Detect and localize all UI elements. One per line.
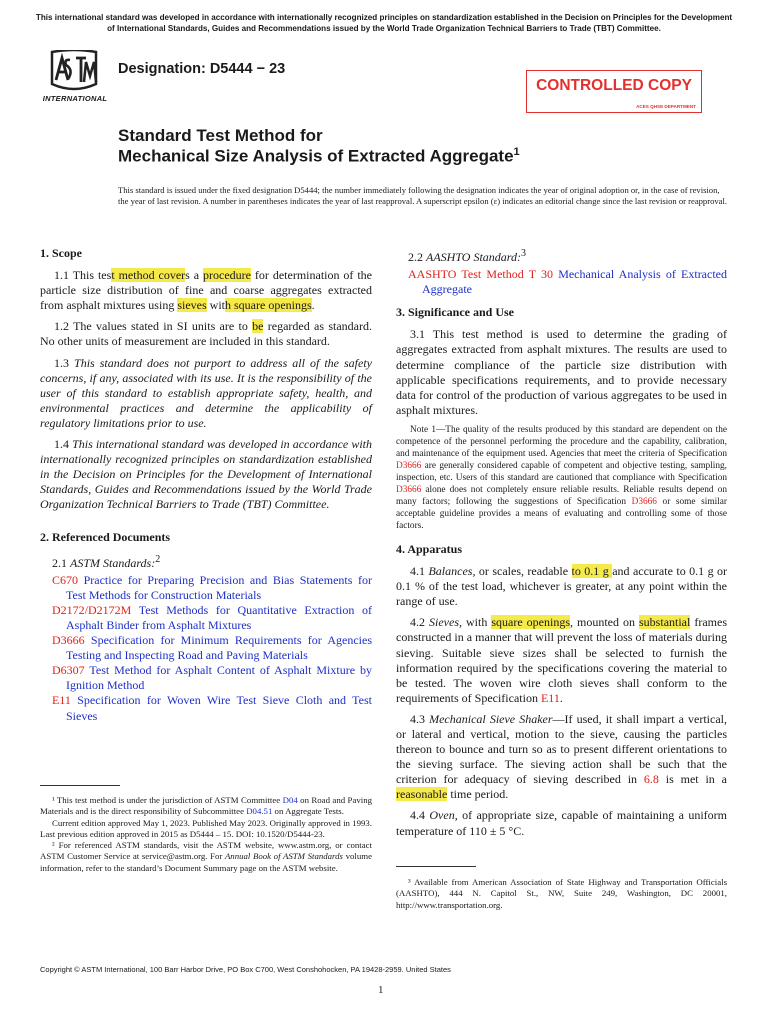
link[interactable]: 6.8 — [643, 772, 659, 787]
paragraph-4-2: 4.2 Sieves, with square openings, mounted on substantial frames constructed in a manner that will prevent the loss of materials during sieving. Suitable sieve sizes shall be selected to furnish the information required by the specifications covering the material to be tested. The woven wire cloth sieves shall conform to the requirements of Specification E11. — [396, 615, 727, 705]
note-1: Note 1—The quality of the results produced by this standard are dependent on the competence of the personnel performing the procedure and the capability, calibration, and maintenance of the equipment used. Agencies that meet the criteria of Specification D3666 are generally considered capable of competent and objective testing, sampling, inspection, etc. Users of this standard are cautioned that compliance with Specification D3666 alone does not completely ensure reliable results. Reliable results depend on many factors; following the suggestions of Specification D3666 or some similar acceptable guideline provides a means of evaluating and controlling some of those factors. — [396, 424, 727, 531]
reference-code: D6307 — [52, 663, 85, 678]
link[interactable]: D04.51 — [246, 806, 273, 817]
highlight: h square openings — [225, 298, 312, 313]
footnote-divider — [396, 866, 476, 867]
reference-title: Test Method for Asphalt Content of Asphalt Mixture by Ignition Method — [66, 663, 372, 693]
section-heading-significance-and-use: 3. Significance and Use — [396, 305, 515, 320]
highlight: be — [252, 319, 264, 334]
paragraph-4-1: 4.1 Balances, or scales, readable to 0.1 g and accurate to 0.1 g or 0.1 % of the test load, whichever is greater, at any point within the range of use. — [396, 564, 728, 609]
paragraph-1-2: 1.2 The values stated in SI units are to be regarded as standard. No other units of measurement are included in this standard. — [40, 319, 372, 349]
astm-logo-mark — [46, 50, 102, 92]
reference-code: C670 — [52, 572, 79, 587]
copyright-footer: Copyright © ASTM International, 100 Barr Harbor Drive, PO Box C700, West Conshohocken, PA 19428-2959. United States — [40, 965, 451, 974]
footnotes-left — [40, 795, 372, 874]
development-notice: This international standard was developed in accordance with internationally recognized principles on standardization established in the Decision on Principles for the Development of International Standards, Guides and Recommendations issued by the World Trade Organization Technical Barriers to Trade (TBT) Committee. — [35, 13, 733, 33]
highlight: procedure — [203, 268, 251, 283]
link[interactable]: D3666 — [631, 496, 657, 507]
footnote-3: ³ Available from American Association of State Highway and Transportation Officials (AASHTO), 444 N. Capitol St., NW, Suite 249, Washington, DC 20001, http://www.transportation.org. — [396, 877, 727, 910]
paragraph-1-1: 1.1 This test method covers a procedure for determination of the particle size distribution of fine and coarse aggregates extracted from asphalt mixtures using sieves with square openings. — [40, 268, 373, 313]
reference-title: Practice for Preparing Precision and Bias Statements for Test Methods for Construction Materials — [66, 572, 372, 602]
reference-code: AASHTO Test Method T 30 — [408, 267, 553, 282]
astm-standards-subheading: 2.1 ASTM Standards:$^2$ — [52, 553, 161, 570]
title-text: Mechanical Size Analysis of Extracted Aggregate — [118, 146, 514, 166]
title-footnote-ref[interactable]: 1 — [513, 146, 520, 158]
right-column — [396, 246, 727, 845]
section-heading-scope: 1. Scope — [40, 246, 82, 260]
link[interactable]: D3666 — [396, 460, 422, 471]
footnote-2: ² For referenced ASTM standards, visit the ASTM website, www.astm.org, or contact ASTM Customer Service at service@astm.org. For Annual Book of ASTM Standards volume information, refer to the standard’s Document Summary page on the ASTM website. — [40, 840, 372, 873]
footnote-1: ¹ This test method is under the jurisdiction of ASTM Committee D04 on Road and Paving Materials and is the direct responsibility of Subcommittee D04.51 on Aggregate Tests. — [40, 795, 372, 817]
paragraph-4-3: 4.3 Mechanical Sieve Shaker—If used, it shall impart a vertical, or lateral and vertical, motion to the sieve, causing the particles thereon to bounce and turn so as to present different orientations to the sieving surface. The sieving action shall be such that the criterion for adequacy of sieving described in 6.8 is met in a reasonable time period. — [396, 711, 728, 802]
footnote-1-edition: Current edition approved May 1, 2023. Published May 2023. Originally approved in 1993. Last previous edition approved in 2015 as D5444 – 15. DOI: 10.1520/D5444-23. — [40, 817, 372, 839]
stamp-subtext: ACES QHSE DEPARTMENT — [636, 104, 696, 109]
issuance-statement: This standard is issued under the fixed designation D5444; the number immediately following the designation indicates the year of original adoption or, in the case of revision, the year of last revision. A number in parentheses indicates the year of last reapproval. A superscript epsilon (ε) indicates an editorial change since the last revision or reapproval. — [118, 185, 728, 207]
aashto-standard-subheading: 2.2 AASHTO Standard:$^3$ — [408, 248, 527, 264]
astm-logo — [40, 50, 110, 106]
highlight: t method cover — [111, 268, 186, 283]
highlight: square openings — [491, 615, 570, 630]
logo-label: INTERNATIONAL — [42, 94, 108, 103]
reference-item[interactable] — [52, 573, 372, 603]
link[interactable]: D04 — [282, 795, 298, 805]
reference-list — [40, 573, 372, 724]
highlight: reasonable — [396, 787, 448, 802]
reference-title: Mechanical Analysis of Extracted Aggregate — [422, 267, 727, 297]
footnote-divider — [40, 785, 120, 786]
reference-item[interactable] — [52, 633, 372, 663]
link[interactable]: D3666 — [396, 484, 422, 495]
reference-title: Specification for Minimum Requirements for Agencies Testing and Inspecting Road and Paving Materials — [66, 633, 373, 663]
reference-title: Test Methods for Quantitative Extraction of Asphalt Binder from Asphalt Mixtures — [66, 602, 372, 632]
paragraph-1-3: 1.3 This standard does not purport to address all of the safety concerns, if any, associated with its use. It is the responsibility of the user of this standard to establish appropriate safety, health, and environmental practices and determine the applicability of regulatory limitations prior to use. — [40, 355, 373, 430]
highlight: to 0.1 g — [571, 564, 613, 579]
paragraph-1-4: 1.4 This international standard was developed in accordance with internationally recognized principles on standardization established in the Decision on Principles for the Development of International Standards, Guides and Recommendations issued by the World Trade Organization Technical Barriers to Trade (TBT) Committee. — [40, 437, 373, 512]
paragraph-3-1: 3.1 This test method is used to determine the grading of aggregates extracted from asphalt mixtures. The results are used to determine compliance of the particle size distribution with applicable specifications requirements, and to provide necessary data for control of the production of various aggregates to be used in asphalt mixtures. — [396, 327, 727, 417]
designation: Designation: D5444 − 23 — [118, 61, 286, 77]
reference-item[interactable] — [52, 603, 372, 633]
link[interactable]: E11 — [540, 690, 560, 705]
reference-code: D3666 — [52, 633, 85, 648]
left-column — [40, 246, 372, 724]
paragraph-4-4: 4.4 Oven, of appropriate size, capable of maintaining a uniform temperature of 110 ± 5 °C. — [396, 808, 728, 838]
title-line-2 — [118, 146, 520, 167]
aashto-reference-item[interactable] — [408, 267, 727, 297]
reference-title: Specification for Woven Wire Test Sieve Cloth and Test Sieves — [66, 693, 373, 723]
reference-item[interactable] — [52, 663, 372, 693]
highlight: sieves — [177, 298, 207, 313]
section-heading-referenced-documents: 2. Referenced Documents — [40, 529, 171, 544]
reference-code: E11 — [52, 693, 71, 708]
reference-code: D2172/D2172M — [52, 602, 132, 617]
page-number: 1 — [378, 984, 384, 996]
stamp-text: CONTROLLED COPY — [536, 77, 692, 94]
section-heading-apparatus: 4. Apparatus — [396, 541, 463, 556]
reference-item[interactable] — [52, 693, 372, 723]
highlight: substantial — [639, 615, 691, 630]
title-line-1: Standard Test Method for — [118, 126, 323, 145]
controlled-copy-stamp — [526, 70, 702, 113]
